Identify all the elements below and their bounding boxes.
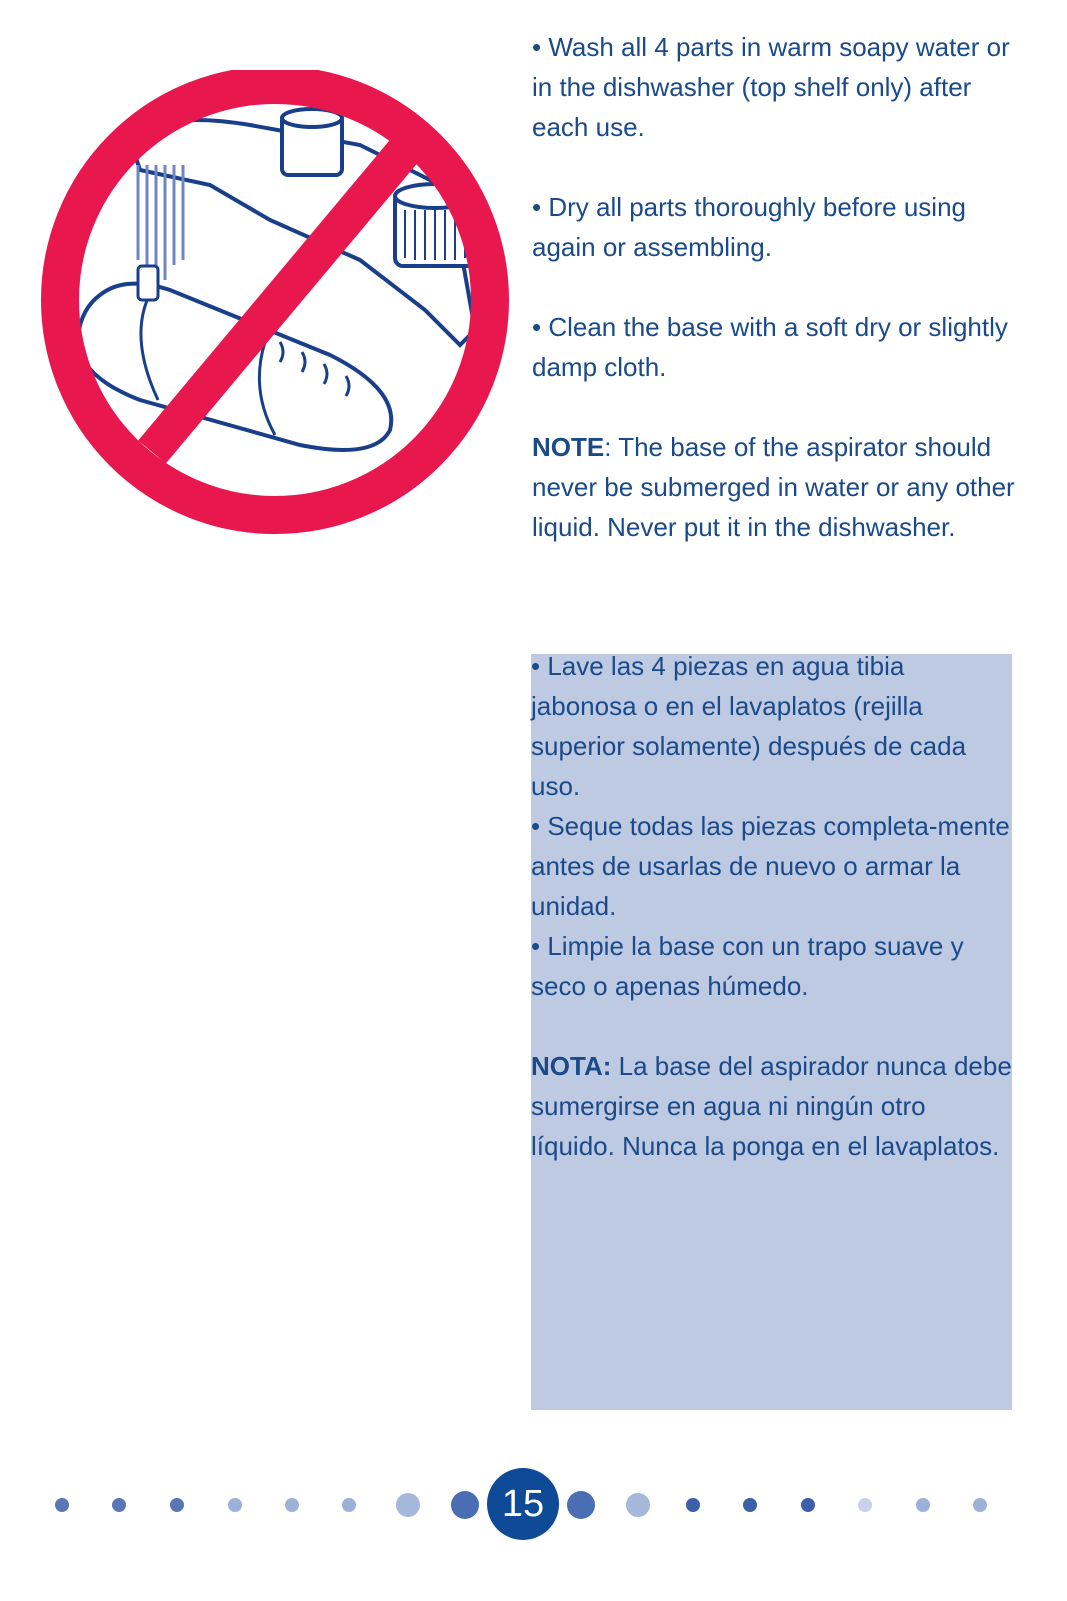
spanish-instructions xyxy=(531,646,1012,1166)
nota-text: La base del aspirador nunca debe sumergirse en agua ni ningún otro líquido. Nunca la ponga en el lavaplatos. xyxy=(531,1051,1012,1161)
bullet-limpie: • Limpie la base con un trapo suave y seco o apenas húmedo. xyxy=(531,931,964,1001)
footer-dot xyxy=(743,1498,757,1512)
nota-paragraph xyxy=(531,1046,1012,1166)
bullet-clean: • Clean the base with a soft dry or slightly damp cloth. xyxy=(532,312,1008,382)
footer-dot xyxy=(916,1498,930,1512)
footer-dot xyxy=(973,1498,987,1512)
footer-dot xyxy=(285,1498,299,1512)
note-paragraph xyxy=(532,427,1032,547)
footer-dot xyxy=(567,1491,595,1519)
footer-dot xyxy=(112,1498,126,1512)
footer-dot xyxy=(396,1493,420,1517)
bullet-dry: • Dry all parts thoroughly before using again or assembling. xyxy=(532,192,966,262)
footer-dot xyxy=(55,1498,69,1512)
footer-dot xyxy=(801,1498,815,1512)
page-number: 15 xyxy=(487,1468,559,1540)
bullet-lave: • Lave las 4 piezas en agua tibia jabonosa o en el lavaplatos (rejilla superior solamente) después de cada uso. xyxy=(531,651,967,801)
footer-dot xyxy=(228,1498,242,1512)
footer-dot xyxy=(686,1498,700,1512)
note-text: : The base of the aspirator should never be submerged in water or any other liquid. Never put it in the dishwasher. xyxy=(532,432,1015,542)
english-instructions xyxy=(532,27,1032,587)
nota-label: NOTA: xyxy=(531,1051,612,1081)
note-label: NOTE xyxy=(532,432,605,462)
bullet-wash: • Wash all 4 parts in warm soapy water or in the dishwasher (top shelf only) after each use. xyxy=(532,32,1010,142)
no-faucet-washing-icon xyxy=(30,70,520,540)
footer-dot xyxy=(858,1498,872,1512)
footer-dot xyxy=(626,1493,650,1517)
bullet-seque: • Seque todas las piezas completa-mente antes de usarlas de nuevo o armar la unidad. xyxy=(531,811,1010,921)
footer-dot xyxy=(170,1498,184,1512)
footer-dot xyxy=(451,1491,479,1519)
footer-dot xyxy=(342,1498,356,1512)
